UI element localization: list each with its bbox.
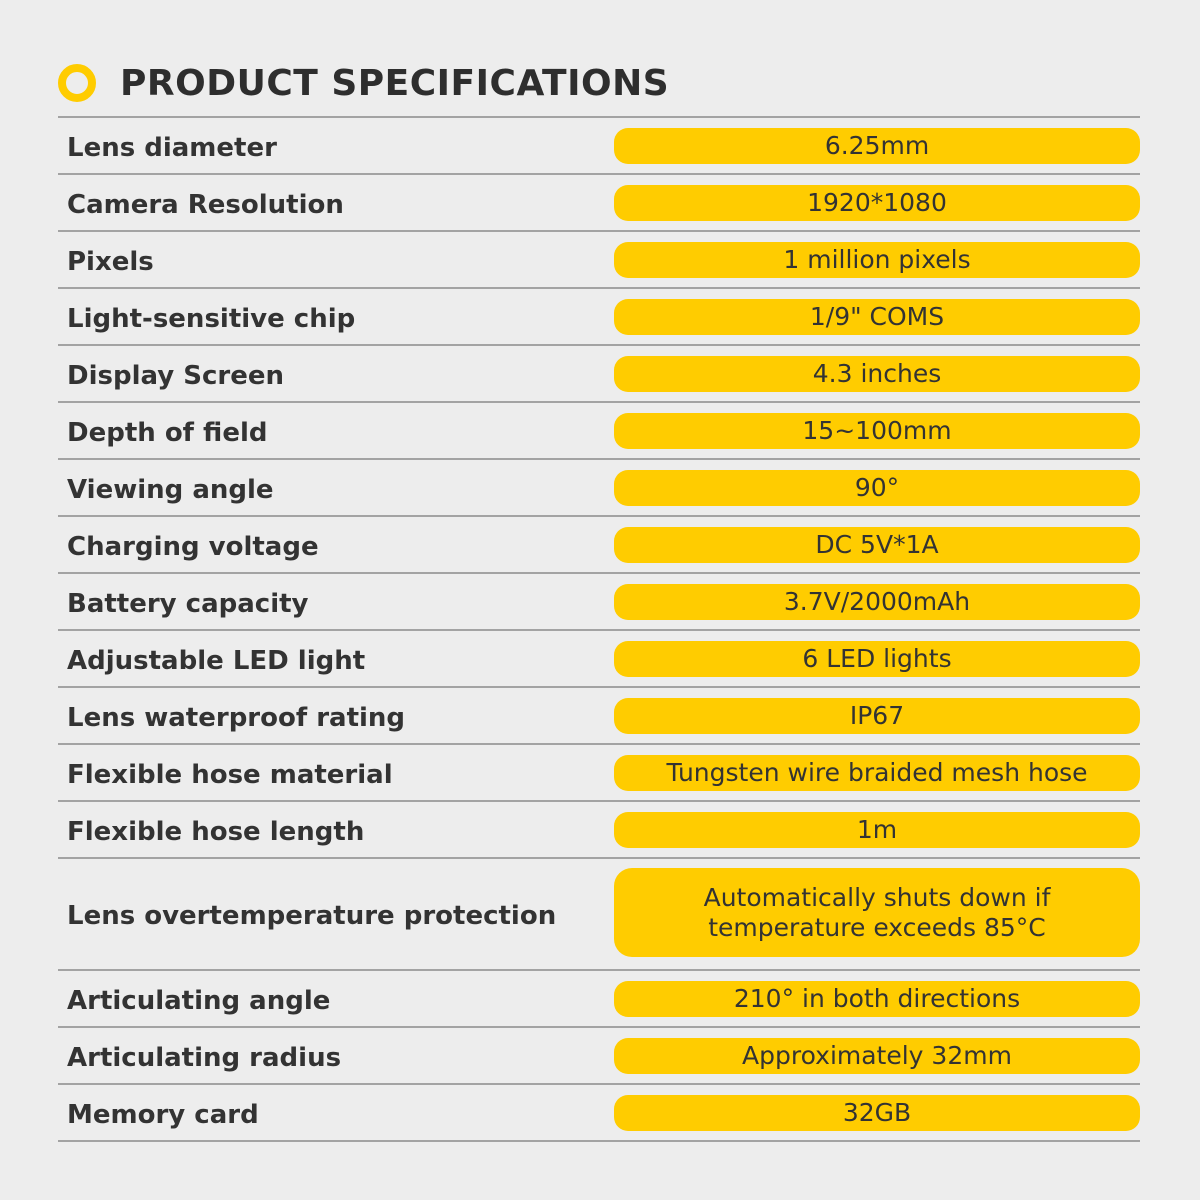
spec-value: 6.25mm (614, 128, 1140, 164)
spec-value: 4.3 inches (614, 356, 1140, 392)
spec-value: 1m (614, 812, 1140, 848)
spec-value: Automatically shuts down if temperature exceeds 85°C (614, 868, 1140, 957)
spec-label: Viewing angle (67, 474, 274, 505)
spec-label: Articulating angle (67, 985, 331, 1016)
spec-row (58, 574, 1140, 629)
spec-value: 1/9" COMS (614, 299, 1140, 335)
page-title: PRODUCT SPECIFICATIONS (120, 62, 670, 104)
header (58, 60, 669, 106)
spec-row (58, 175, 1140, 230)
spec-label: Depth of field (67, 417, 268, 448)
spec-row (58, 1028, 1140, 1083)
divider (58, 1140, 1140, 1142)
spec-label: Flexible hose length (67, 816, 365, 847)
spec-row (58, 403, 1140, 458)
spec-value: DC 5V*1A (614, 527, 1140, 563)
spec-value: 32GB (614, 1095, 1140, 1131)
spec-label: Display Screen (67, 360, 284, 391)
spec-row (58, 1085, 1140, 1140)
spec-row (58, 688, 1140, 743)
spec-label: Light-sensitive chip (67, 303, 356, 334)
spec-row (58, 859, 1140, 969)
spec-label: Lens diameter (67, 132, 277, 163)
ring-bullet-icon (58, 64, 96, 102)
spec-label: Battery capacity (67, 588, 309, 619)
spec-value: 6 LED lights (614, 641, 1140, 677)
spec-label: Lens waterproof rating (67, 702, 406, 733)
spec-table (58, 116, 1140, 1142)
spec-value: 90° (614, 470, 1140, 506)
spec-label: Memory card (67, 1099, 259, 1130)
spec-row (58, 289, 1140, 344)
spec-row (58, 118, 1140, 173)
spec-value: 3.7V/2000mAh (614, 584, 1140, 620)
spec-row (58, 346, 1140, 401)
spec-row (58, 971, 1140, 1026)
spec-row (58, 745, 1140, 800)
spec-value: Approximately 32mm (614, 1038, 1140, 1074)
spec-value: 210° in both directions (614, 981, 1140, 1017)
spec-label: Charging voltage (67, 531, 319, 562)
spec-value: IP67 (614, 698, 1140, 734)
spec-row (58, 460, 1140, 515)
spec-label: Adjustable LED light (67, 645, 366, 676)
spec-label: Camera Resolution (67, 189, 344, 220)
spec-label: Flexible hose material (67, 759, 393, 790)
spec-row (58, 232, 1140, 287)
spec-label: Pixels (67, 246, 154, 277)
spec-value: 1920*1080 (614, 185, 1140, 221)
spec-row (58, 802, 1140, 857)
spec-value: Tungsten wire braided mesh hose (614, 755, 1140, 791)
spec-label: Lens overtemperature protection (67, 901, 557, 931)
spec-row (58, 631, 1140, 686)
spec-label: Articulating radius (67, 1042, 342, 1073)
spec-row (58, 517, 1140, 572)
spec-value: 15~100mm (614, 413, 1140, 449)
spec-value: 1 million pixels (614, 242, 1140, 278)
